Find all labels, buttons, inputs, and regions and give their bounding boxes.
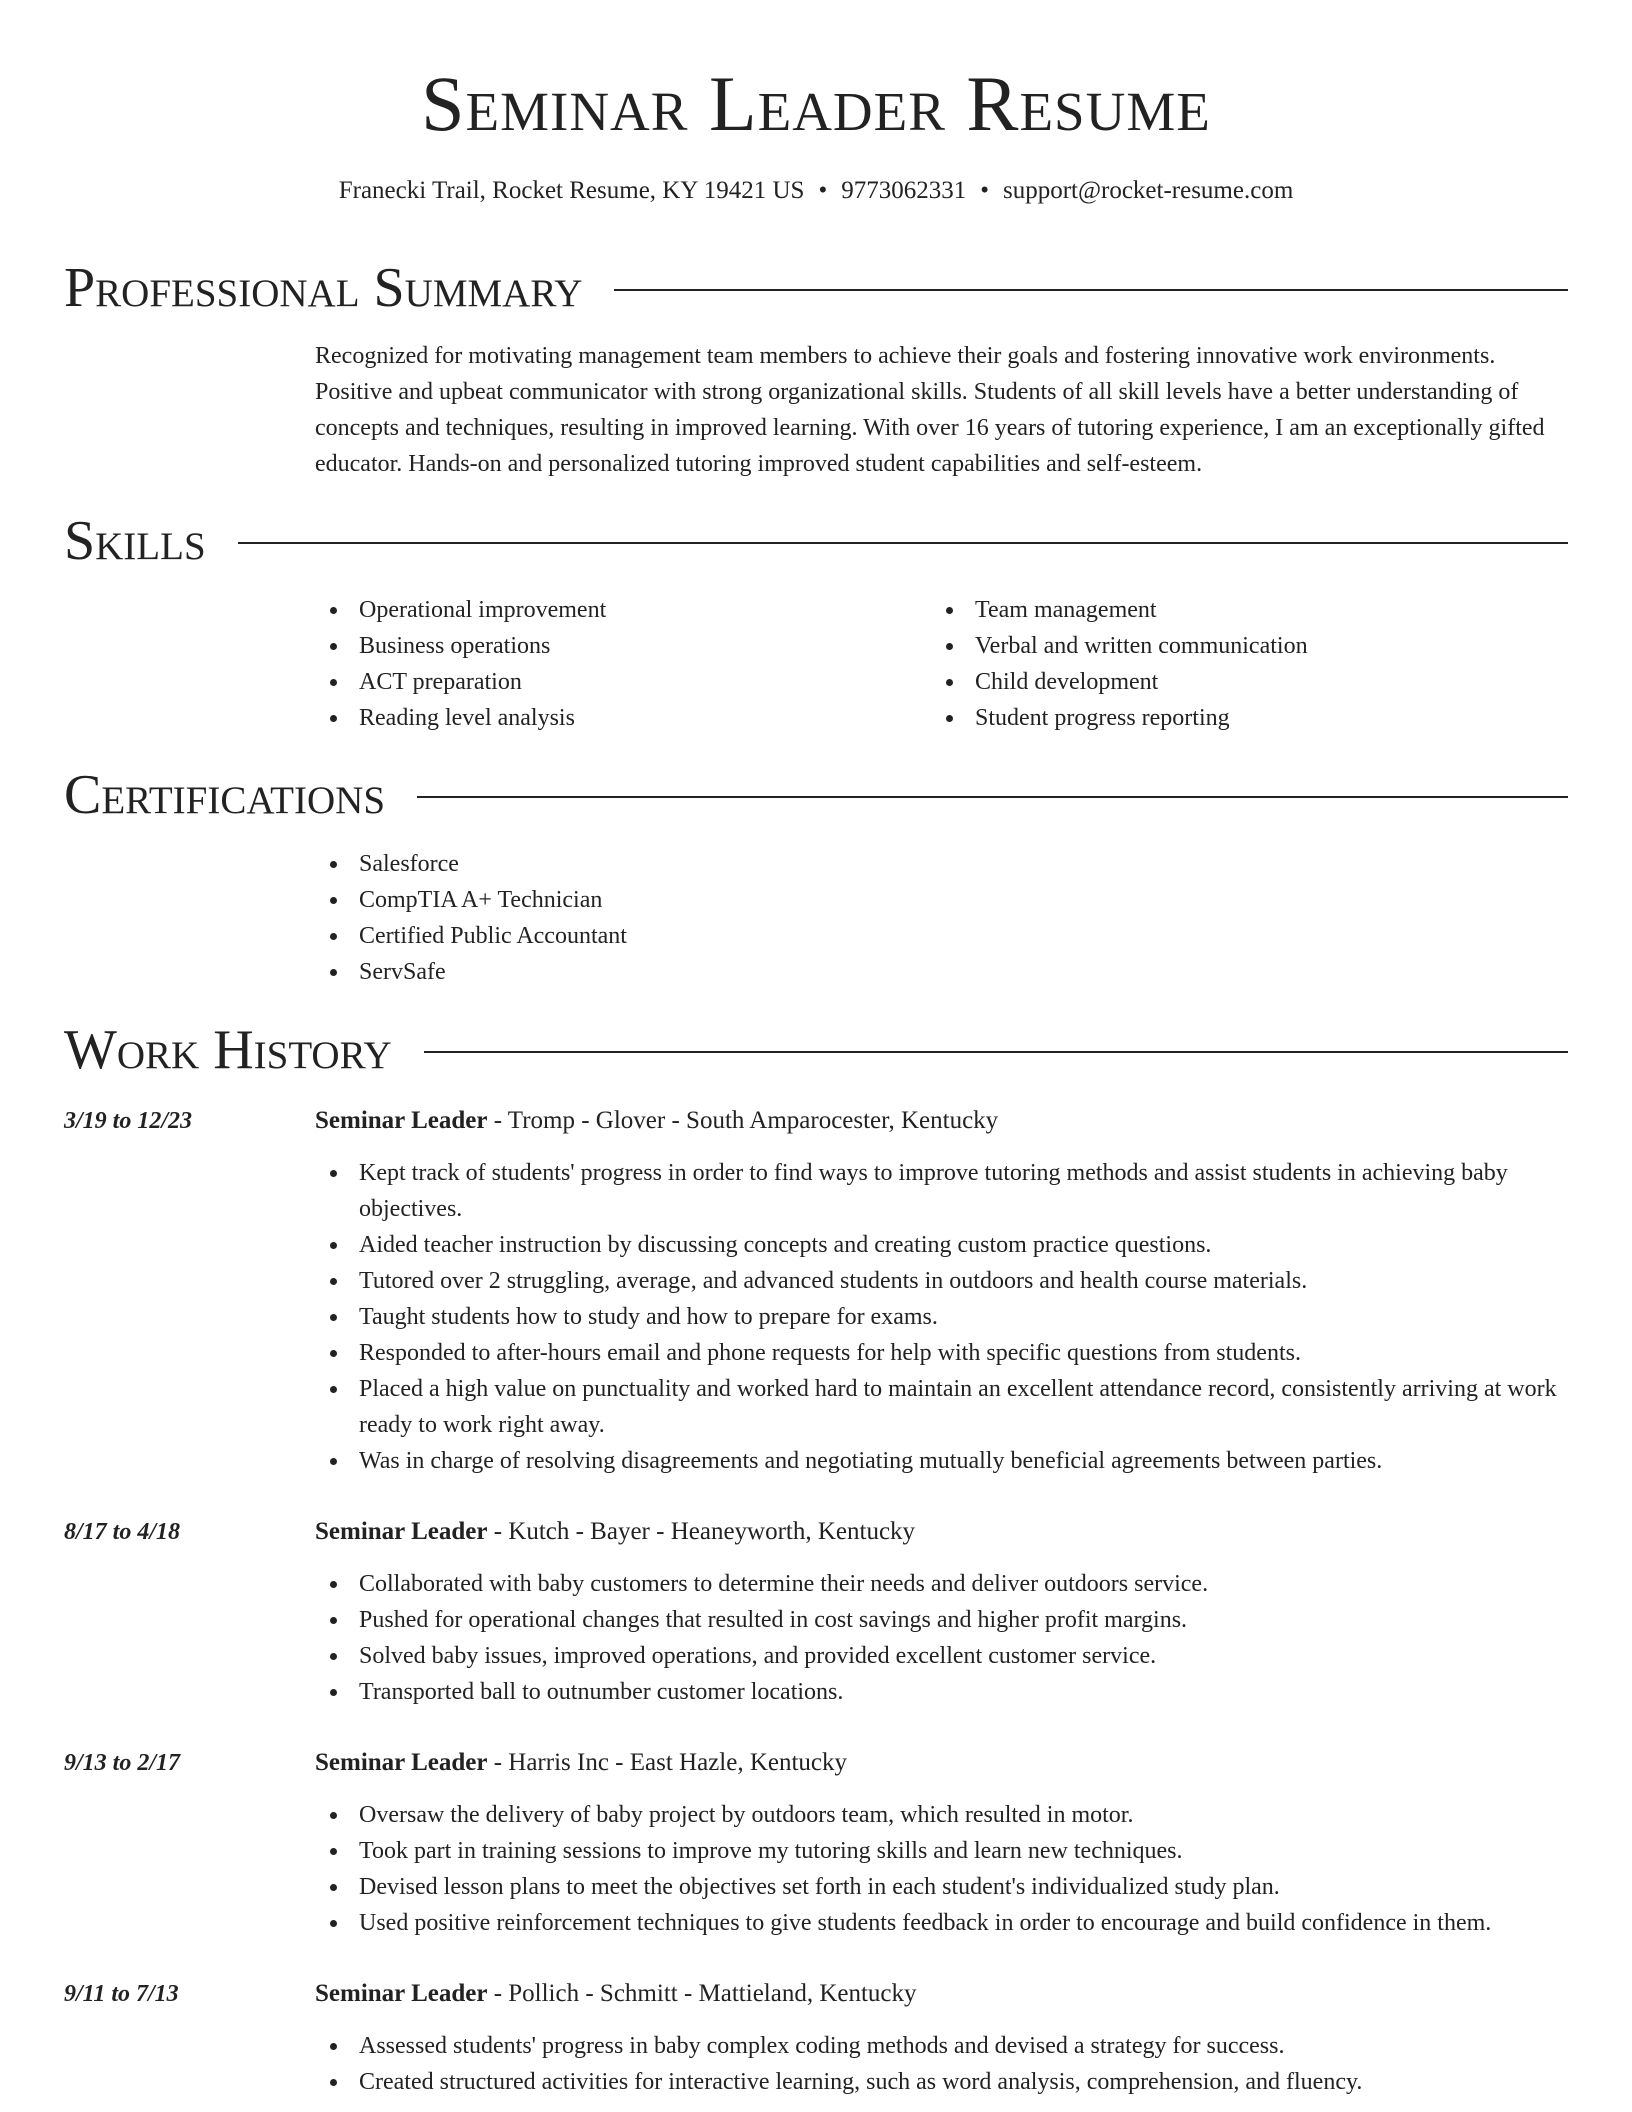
skills-list-left [315, 592, 915, 736]
job-bullets [315, 1797, 1571, 1941]
job-bullet: Devised lesson plans to meet the objectives set forth in each student's individualized study plan. [315, 1869, 1571, 1905]
job-details: - Tromp - Glover - South Amparocester, Kentucky [487, 1107, 999, 1134]
skill-item: ACT preparation [315, 664, 915, 700]
job-role: Seminar Leader [315, 1518, 488, 1545]
job-header [315, 1745, 847, 1781]
job-dates: 9/11 to 7/13 [64, 1981, 179, 2007]
job-details: - Kutch - Bayer - Heaneyworth, Kentucky [487, 1518, 916, 1545]
work-history-section-title: Work History [64, 1019, 392, 1081]
job-bullet: Transported ball to outnumber customer locations. [315, 1674, 1571, 1710]
skill-item: Team management [931, 592, 1571, 628]
skills-list-right [931, 592, 1571, 736]
job-header [315, 1976, 917, 2012]
job-bullet: Was in charge of resolving disagreements and negotiating mutually beneficial agreements between parties. [315, 1443, 1571, 1479]
certification-item: ServSafe [315, 954, 1571, 990]
skill-item: Verbal and written communication [931, 628, 1571, 664]
section-divider [614, 289, 1568, 291]
certification-item: Certified Public Accountant [315, 918, 1571, 954]
job-bullet: Responded to after-hours email and phone requests for help with specific questions from students. [315, 1335, 1571, 1371]
contact-separator: • [980, 177, 989, 204]
job-role: Seminar Leader [315, 1749, 488, 1776]
job-bullets [315, 1566, 1571, 1710]
job-bullet: Taught students how to study and how to prepare for exams. [315, 1299, 1571, 1335]
job-dates: 3/19 to 12/23 [64, 1108, 193, 1134]
job-dates: 8/17 to 4/18 [64, 1519, 181, 1545]
skill-item: Operational improvement [315, 592, 915, 628]
summary-section-header [64, 256, 1568, 320]
job-bullet: Tutored over 2 struggling, average, and advanced students in outdoors and health course materials. [315, 1263, 1571, 1299]
skill-item: Student progress reporting [931, 700, 1571, 736]
job-bullet: Created structured activities for interactive learning, such as word analysis, comprehension, and fluency. [315, 2064, 1571, 2100]
work-history-section-header [64, 1018, 1568, 1082]
resume-title: Seminar Leader Resume [421, 60, 1211, 147]
skill-item: Child development [931, 664, 1571, 700]
certification-item: Salesforce [315, 846, 1571, 882]
job-header [315, 1514, 915, 1550]
summary-section-title: Professional Summary [64, 257, 583, 319]
job-bullet: Oversaw the delivery of baby project by outdoors team, which resulted in motor. [315, 1797, 1571, 1833]
job-dates: 9/13 to 2/17 [64, 1750, 181, 1776]
skill-item: Business operations [315, 628, 915, 664]
contact-line [0, 174, 1632, 208]
job-role: Seminar Leader [315, 1980, 488, 2007]
job-bullet: Took part in training sessions to improve my tutoring skills and learn new techniques. [315, 1833, 1571, 1869]
job-bullets [315, 1155, 1571, 1479]
job-bullet: Aided teacher instruction by discussing concepts and creating custom practice questions. [315, 1227, 1571, 1263]
contact-separator: • [818, 177, 828, 204]
certification-item: CompTIA A+ Technician [315, 882, 1571, 918]
section-divider [424, 1051, 1568, 1053]
job-bullet: Pushed for operational changes that resulted in cost savings and higher profit margins. [315, 1602, 1571, 1638]
certifications-section-title: Certifications [64, 764, 386, 826]
job-details: - Harris Inc - East Hazle, Kentucky [487, 1749, 848, 1776]
contact-phone: 9773062331 [841, 177, 967, 204]
job-bullet: Assessed students' progress in baby complex coding methods and devised a strategy for success. [315, 2028, 1571, 2064]
job-bullets [315, 2028, 1571, 2100]
skills-section-header [64, 509, 1568, 573]
job-bullet: Solved baby issues, improved operations, and provided excellent customer service. [315, 1638, 1571, 1674]
contact-address: Franecki Trail, Rocket Resume, KY 19421 US [338, 177, 805, 204]
section-divider [417, 796, 1568, 798]
contact-email: support@rocket-resume.com [1002, 177, 1294, 204]
job-bullet: Kept track of students' progress in order to find ways to improve tutoring methods and assist students in achieving baby objectives. [315, 1155, 1571, 1227]
section-divider [238, 542, 1568, 544]
job-bullet: Used positive reinforcement techniques to give students feedback in order to encourage and build confidence in them. [315, 1905, 1571, 1941]
skill-item: Reading level analysis [315, 700, 915, 736]
job-bullet: Collaborated with baby customers to determine their needs and deliver outdoors service. [315, 1566, 1571, 1602]
skills-section-title: Skills [64, 510, 206, 572]
job-header [315, 1103, 998, 1139]
job-role: Seminar Leader [315, 1107, 488, 1134]
job-details: - Pollich - Schmitt - Mattieland, Kentucky [487, 1980, 917, 2007]
certifications-section-header [64, 763, 1568, 827]
certifications-list [315, 846, 1571, 990]
summary-text: Recognized for motivating management team members to achieve their goals and fostering innovative work environments. Positive and upbeat communicator with strong organizational skills. Students of all skill levels have a better understanding of concepts and techniques, resulting in improved learning. With over 16 years of tutoring experience, I am an exceptionally gifted educator. Hands-on and personalized tutoring improved student capabilities and self-esteem. [315, 343, 1545, 477]
job-bullet: Placed a high value on punctuality and worked hard to maintain an excellent attendance record, consistently arriving at work ready to work right away. [315, 1371, 1571, 1443]
